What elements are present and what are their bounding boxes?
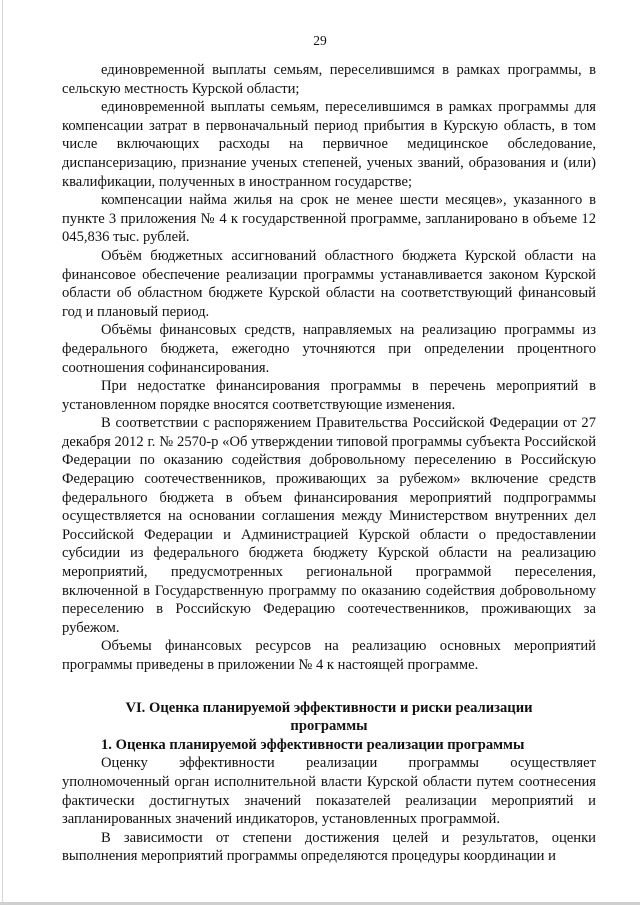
scan-edge-line	[2, 0, 3, 905]
subsection-heading: 1. Оценка планируемой эффективности реализации программы	[101, 736, 525, 753]
section-heading: VI. Оценка планируемой эффективности и риски реализации программы	[125, 699, 533, 735]
paragraph: Оценку эффективности реализации программы осуществляет уполномоченный орган исполнительной власти Курской области путем соотнесения фактически достигнутых значений показателей реализации мероприятий и запланированных значений индикаторов, установленных программой.	[62, 755, 596, 828]
paragraph: Объём бюджетных ассигнований областного бюджета Курской области на финансовое обеспечение реализации программы устанавливается законом Курской области об областном бюджете Курской области на соответствующий финансовый год и плановый период.	[62, 247, 596, 320]
paragraph: единовременной выплаты семьям, переселившимся в рамках программы, в сельскую местность Курской области;	[62, 62, 596, 97]
paragraph: В зависимости от степени достижения целей и результатов, оценки выполнения мероприятий программы определяются процедуры координации и	[62, 829, 596, 865]
paragraph: При недостатке финансирования программы в перечень мероприятий в установленном порядке вносятся соответствующие изменения.	[62, 378, 596, 413]
paragraph: Объемы финансовых ресурсов на реализацию основных мероприятий программы приведены в приложении № 4 к настоящей программе.	[62, 638, 596, 673]
paragraph: компенсации найма жилья на срок не менее шести месяцев», указанного в пункте 3 приложения № 4 к государственной программе, запланировано в объеме 12 045,836 тыс. рублей.	[62, 192, 596, 246]
document-body	[62, 61, 596, 866]
page-number: 29	[313, 33, 327, 48]
paragraph: Объёмы финансовых средств, направляемых на реализацию программы из федерального бюджета, ежегодно уточняются при определении процентного соотношения софинансирования.	[62, 322, 596, 376]
paragraph: В соответствии с распоряжением Правительства Российской Федерации от 27 декабря 2012 г. № 2570-р «Об утверждении типовой программы субъекта Российской Федерации по оказанию содействия добровольному переселению в Российскую Федерацию соотечественников, проживающих за рубежом» включение средств федерального бюджета в объем финансирования мероприятий подпрограммы осуществляется на основании соглашения между Министерством внутренних дел Российской Федерации и Администрацией Курской области о предоставлении субсидии из федерального бюджета бюджету Курской области на реализацию мероприятий, предусмотренных региональной программой переселения, включенной в Государственную программу по оказанию содействия добровольному переселению в Российскую Федерацию соотечественников, проживающих за рубежом.	[62, 415, 596, 636]
paragraph: единовременной выплаты семьям, переселившимся в рамках программы для компенсации затрат в первоначальный период прибытия в Курскую область, в том числе включающих расходы на первичное медицинское обследование, диспансеризацию, признание ученых степеней, ученых званий, образования и (или) квалификации, полученных в иностранном государстве;	[62, 99, 596, 190]
